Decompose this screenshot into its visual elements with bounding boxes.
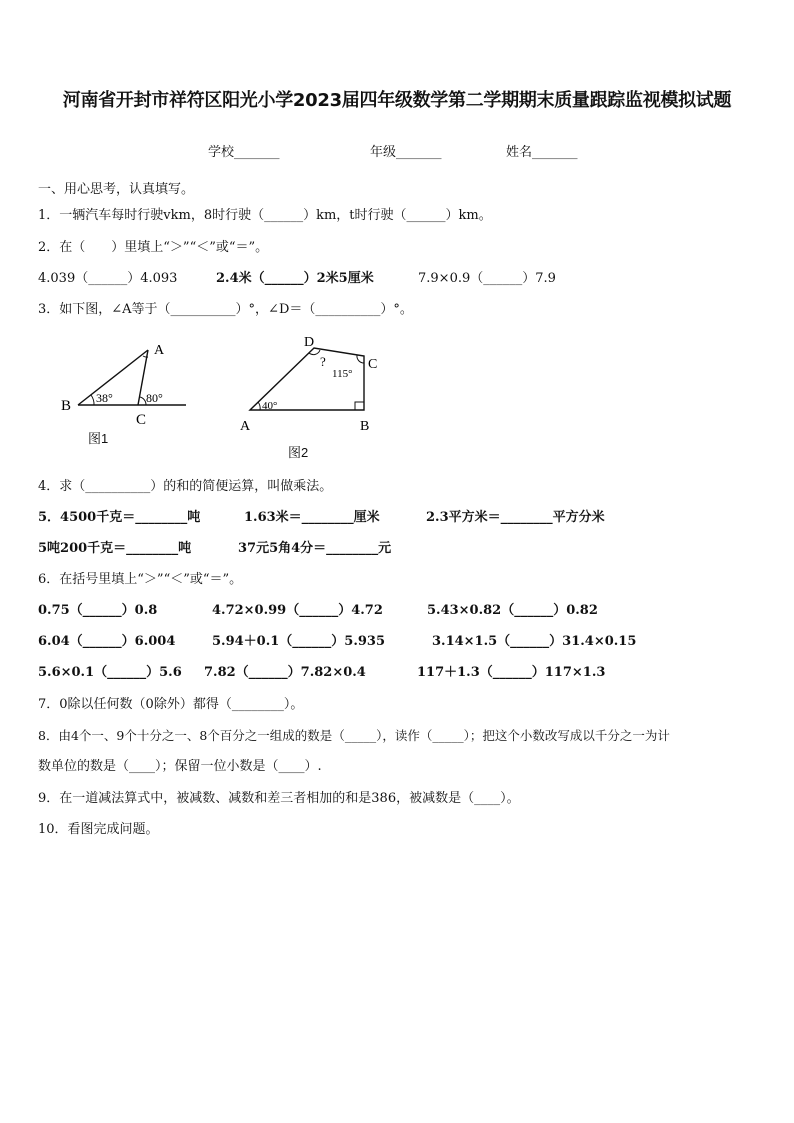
angle-c-value: 115° [332,368,353,380]
q5-item-5: 37元5角4分＝________元 [238,541,392,556]
label-a: A [154,343,165,358]
q5-item-3: 2.3平方米＝________平方分米 [426,510,605,525]
question-6: 6．在括号里填上“＞”“＜”或“＝”。 [38,572,243,587]
question-7: 7．0除以任何数（0除外）都得（________）。 [38,697,304,712]
q6-r2-c1: 6.04（______）6.004 [38,634,176,649]
angle-d-value: ? [320,354,326,369]
angle-a-value: 40° [262,400,278,412]
figure-1-caption: 图1 [88,431,109,446]
page-title: 河南省开封市祥符区阳光小学2023届四年级数学第二学期期末质量跟踪监视模拟试题 [62,90,732,111]
question-1: 1．一辆汽车每时行驶vkm，8时行驶（______）km，t时行驶（______）km。 [38,208,492,223]
angle-b-value: 38° [96,391,113,405]
question-4: 4．求（__________）的和的简便运算，叫做乘法。 [38,479,333,494]
q6-r2-c2: 5.94＋0.1（______）5.935 [212,634,385,649]
question-8-line-1: 8．由4个一、9个十分之一、8个百分之一组成的数是（_____），读作（_____）；把这个小数改写成以千分之一为计 [38,728,670,743]
label-a: A [240,419,251,434]
grade-field: 年级_______ [370,145,442,160]
figure-2-quadrilateral [236,332,396,436]
q2-item-3: 7.9×0.9（______）7.9 [418,271,556,286]
q6-r1-c2: 4.72×0.99（______）4.72 [212,603,383,618]
school-field: 学校_______ [208,145,280,160]
q2-item-2: 2.4米（______）2米5厘米 [216,271,374,286]
question-9: 9．在一道减法算式中，被减数、减数和差三者相加的和是386，被减数是（____）。 [38,791,520,806]
label-c: C [136,412,147,428]
q2-item-1: 4.039（______）4.093 [38,271,178,286]
q6-r3-c3: 117＋1.3（______）117×1.3 [417,665,606,680]
right-angle-mark [355,402,364,410]
question-3: 3．如下图，∠A等于（__________）°，∠D＝（__________）°。 [38,302,413,317]
q6-r2-c3: 3.14×1.5（______）31.4×0.15 [432,634,637,649]
q5-item-2: 1.63米＝________厘米 [244,510,380,525]
question-10: 10．看图完成问题。 [38,822,159,837]
question-2: 2．在（ ）里填上“＞”“＜”或“＝”。 [38,240,269,255]
side-ba [78,350,148,405]
q6-r3-c1: 5.6×0.1（______）5.6 [38,665,182,680]
label-b: B [61,398,72,414]
q6-r1-c1: 0.75（______）0.8 [38,603,158,618]
label-c: C [368,357,378,372]
figure-2-caption: 图2 [288,445,309,460]
question-8-line-2: 数单位的数是（____）；保留一位小数是（____）. [38,759,322,774]
q5-item-1: 5．4500千克＝________吨 [38,510,201,525]
label-d: D [304,335,315,350]
angle-b-arc [91,395,94,405]
q6-r1-c3: 5.43×0.82（______）0.82 [427,603,598,618]
label-b: B [360,419,370,434]
angle-a-arc [258,402,260,410]
q5-item-4: 5吨200千克＝________吨 [38,541,192,556]
figure-1-triangle [56,336,196,428]
section-heading: 一、用心思考，认真填写。 [38,182,195,197]
name-field: 姓名_______ [506,145,578,160]
q6-r3-c2: 7.82（______）7.82×0.4 [204,665,366,680]
angle-c-value: 80° [146,391,163,405]
